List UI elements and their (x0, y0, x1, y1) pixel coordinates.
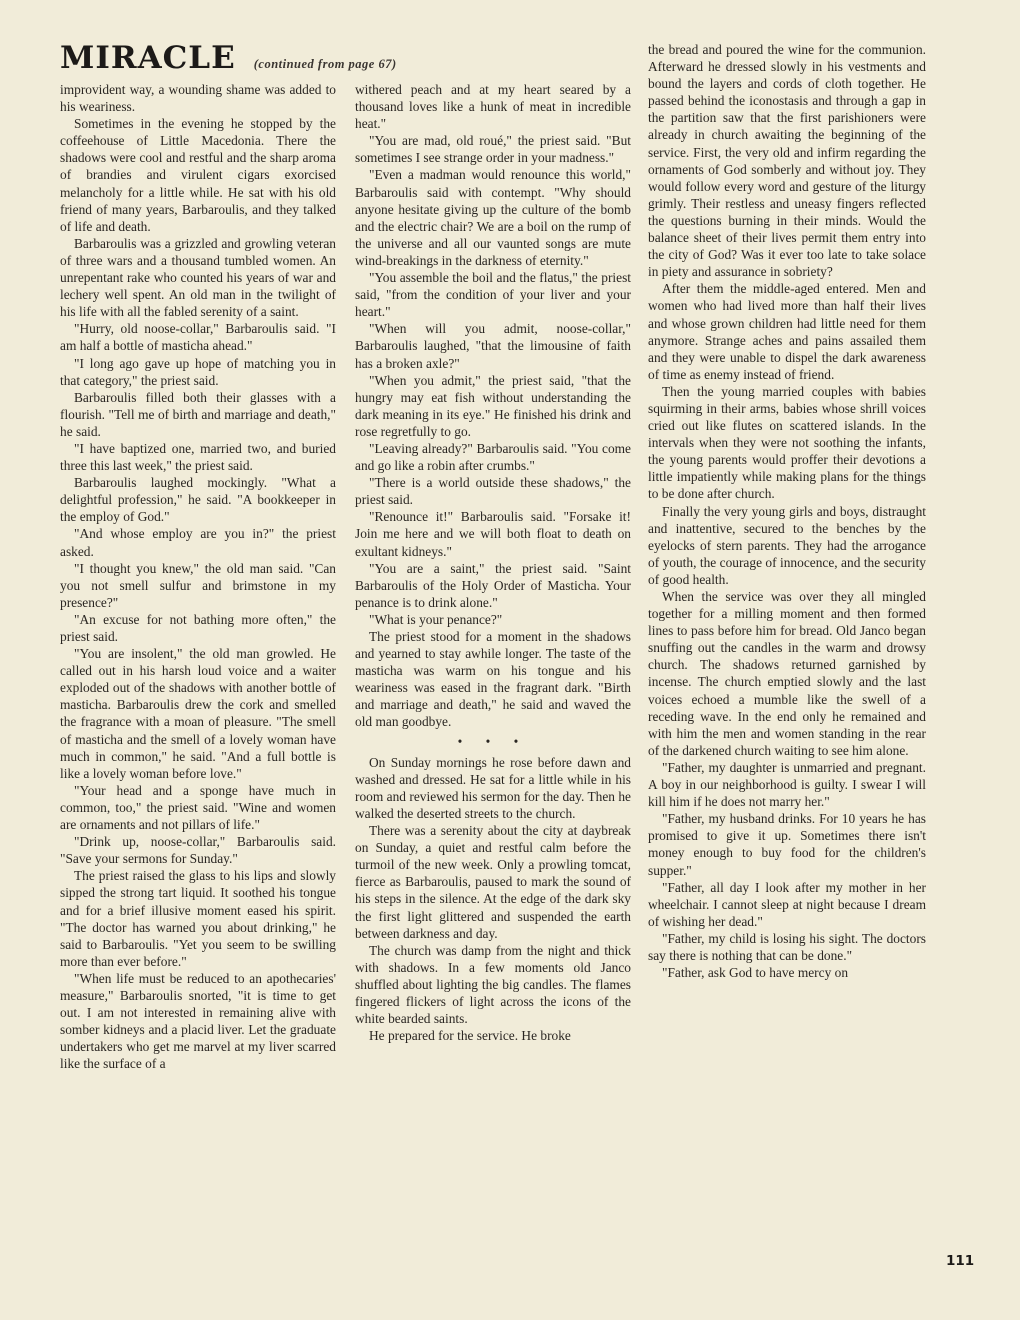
paragraph: the bread and poured the wine for the communion. Afterward he dressed slowly in his vestments and bound the layers and cords of cloth together. He passed behind the iconostasis and through a gap in the partition saw that the first parishioners were already in church awaiting the beginning of the service. First, the very old and infirm regarding the ornaments of God somberly and without joy. They would follow every word and gesture of the liturgy grimly. Their restless and uneasy fingers reflected the questions burning in their minds. Would the balance sheet of their lives permit them entry into the city of God? Was it ever too late to take solace in piety and assurance in sobriety? (648, 42, 926, 280)
paragraph: "When you admit," the priest said, "that the hungry may eat fish without understanding the dark meaning in its eye." He finished his drink and rose regretfully to go. (355, 372, 631, 439)
column-2 (355, 81, 631, 1044)
paragraph: "Leaving already?" Barbaroulis said. "You come and go like a robin after crumbs." (355, 440, 631, 474)
paragraph: "Father, my child is losing his sight. The doctors say there is nothing that can be done." (648, 930, 926, 963)
paragraph: "When will you admit, noose-collar," Barbaroulis laughed, "that the limousine of faith has a broken axle?" (355, 321, 631, 371)
paragraph: He prepared for the service. He broke (369, 1028, 571, 1044)
continued-note: (continued from page 67) (253, 57, 397, 71)
paragraph: On Sunday mornings he rose before dawn and washed and dressed. He sat for a little while in his room and reviewed his sermon for the day. Then he walked the deserted streets to the church. (355, 754, 631, 821)
paragraph: "And whose employ are you in?" the priest asked. (60, 526, 336, 559)
column-3 (648, 41, 926, 981)
paragraph: "I long ago gave up hope of matching you in that category," the priest said. (60, 355, 336, 388)
paragraph: "Drink up, noose-collar," Barbaroulis said. "Save your sermons for Sunday." (60, 834, 336, 867)
paragraph: "Your head and a sponge have much in common, too," the priest said. "Wine and women are ornaments and not pillars of life." (60, 782, 336, 833)
paragraph: Barbaroulis filled both their glasses with a flourish. "Tell me of birth and marriage and death," he said. (60, 389, 336, 439)
paragraph: Sometimes in the evening he stopped by the coffeehouse of Little Macedonia. There the shadows were cool and restful and the sharp aroma of brandies and virulent cigars exorcised melancholy for a little while. He sat with his old friend of many years, Barbaroulis, and they talked of life and death. (60, 116, 336, 234)
column-1 (60, 81, 336, 1072)
paragraph: "I have baptized one, married two, and buried three this last week," the priest said. (60, 440, 336, 474)
paragraph: "What is your penance?" (369, 611, 503, 627)
paragraph: "You are insolent," the old man growled. He called out in his harsh loud voice and a waiter exploded out of the shadows with another bottle of masticha. Barbaroulis drew the cork and smelled the fragrance with a moan of pleasure. "The smell of masticha and the smell of a lovely woman have much in common," he said. "And a full bottle is like a lovely woman before love." (60, 646, 336, 781)
paragraph: After them the middle-aged entered. Men and women who had lived more than half their lives and whose grown children had little need for them anymore. Strange aches and pains assailed them and they were unable to dispel the dark awareness of time as enemy instead of friend. (648, 281, 926, 382)
paragraph: "Father, ask God to have mercy on (662, 965, 849, 981)
article-heading (60, 40, 397, 80)
paragraph: Barbaroulis laughed mockingly. "What a delightful profession," he said. "A bookkeeper in the employ of God." (60, 475, 336, 525)
paragraph: "An excuse for not bathing more often," the priest said. (60, 611, 336, 644)
page-number: 111 (946, 1253, 975, 1269)
paragraph: "I thought you knew," the old man said. "Can you not smell sulfur and brimstone in my presence?" (60, 560, 336, 610)
paragraph: "There is a world outside these shadows," the priest said. (355, 475, 631, 508)
paragraph: The priest stood for a moment in the shadows and yearned to stay awhile longer. The taste of the masticha was warm on his tongue and his weariness was eased in the fragrant dark. "Birth and marriage and death," he said and waved the old man goodbye. (355, 629, 631, 730)
article-title: MIRACLE (60, 40, 236, 76)
paragraph: There was a serenity about the city at daybreak on Sunday, a quiet and restful calm before the turmoil of the new week. Only a prowling tomcat, fierce as Barbaroulis, paused to mark the sound of his steps in the silence. At the edge of the dark sky the first light glittered and suspended the earth between darkness and day. (355, 823, 631, 941)
paragraph: When the service was over they all mingled together for a milling moment and then formed lines to pass before him for bread. Old Janco began snuffing out the candles in the warm and drowsy church. The shadows returned garnished by incense. The church emptied slowly and the last voices echoed a mumble like the swell of a receding wave. In the end only he remained and with him the men and women standing in the rear of the darkened church waiting to see him alone. (648, 589, 926, 758)
paragraph: "Father, my daughter is unmarried and pregnant. A boy in our neighborhood is guilty. I swear I will kill him if he does not marry her." (648, 759, 926, 810)
paragraph: "Hurry, old noose-collar," Barbaroulis said. "I am half a bottle of masticha ahead." (60, 321, 336, 354)
paragraph: withered peach and at my heart seared by a thousand loves like a hunk of meat in incredible heat." (355, 82, 631, 132)
paragraph: "Father, all day I look after my mother in her wheelchair. I cannot sleep at night because I dream of wishing her dead." (648, 879, 926, 929)
paragraph: "Renounce it!" Barbaroulis said. "Forsake it! Join me here and we will both float to death on exultant kidneys." (355, 509, 631, 559)
paragraph: "Even a madman would renounce this world," Barbaroulis said with contempt. "Why should anyone hesitate giving up the culture of the bomb and the electric chair? We are a boil on the rump of the universe and all our vaunted songs are mute wind-breakings in the darkness of eternity." (355, 167, 631, 268)
paragraph: Barbaroulis was a grizzled and growling veteran of three wars and a thousand tumbled women. An unrepentant rake who counted his years of war and lechery well spent. An old man in the twilight of his life with all the fabled serenity of a saint. (60, 235, 336, 320)
paragraph: The church was damp from the night and thick with shadows. In a few moments old Janco shuffled about lighting the big candles. The flames fingered flickers of light across the icons of the white bearded saints. (355, 942, 631, 1027)
paragraph: improvident way, a wounding shame was added to his weariness. (60, 82, 336, 115)
section-separator: • • • (457, 733, 529, 749)
paragraph: "You are a saint," the priest said. "Saint Barbaroulis of the Holy Order of Masticha. Your penance is to drink alone." (355, 560, 631, 610)
paragraph: "You are mad, old roué," the priest said. "But sometimes I see strange order in your madness." (355, 133, 631, 166)
paragraph: Finally the very young girls and boys, distraught and inattentive, secured to the benches by the eyelocks of stern parents. They had the arrogance of youth, the courage of innocence, and the security of good health. (648, 503, 926, 587)
paragraph: "Father, my husband drinks. For 10 years he has promised to give it up. Sometimes there isn't money enough to buy food for the children's supper." (648, 811, 926, 878)
paragraph: "When life must be reduced to an apothecaries' measure," Barbaroulis snorted, "it is time to get out. I am not interested in remaining alive with somber kidneys and a placid liver. Let the graduate undertakers who get me marvel at my liver scarred like the surface of a (60, 970, 336, 1072)
paragraph: "You assemble the boil and the flatus," the priest said, "from the condition of your liver and your heart." (355, 270, 631, 320)
paragraph: The priest raised the glass to his lips and slowly sipped the strong tart liquid. It soothed his tongue and for a brief illusive moment eased his spirit. "The doctor has warned you about drinking," he said to Barbaroulis. "Yet you seem to be swilling more than ever before." (60, 868, 336, 969)
paragraph: Then the young married couples with babies squirming in their arms, babies whose shrill voices cried out like flutes on scattered islands. In the intervals when they were not soothing the infants, the young parents would proffer their devotions a little impatiently while making plans for the things to be done after church. (648, 383, 926, 502)
